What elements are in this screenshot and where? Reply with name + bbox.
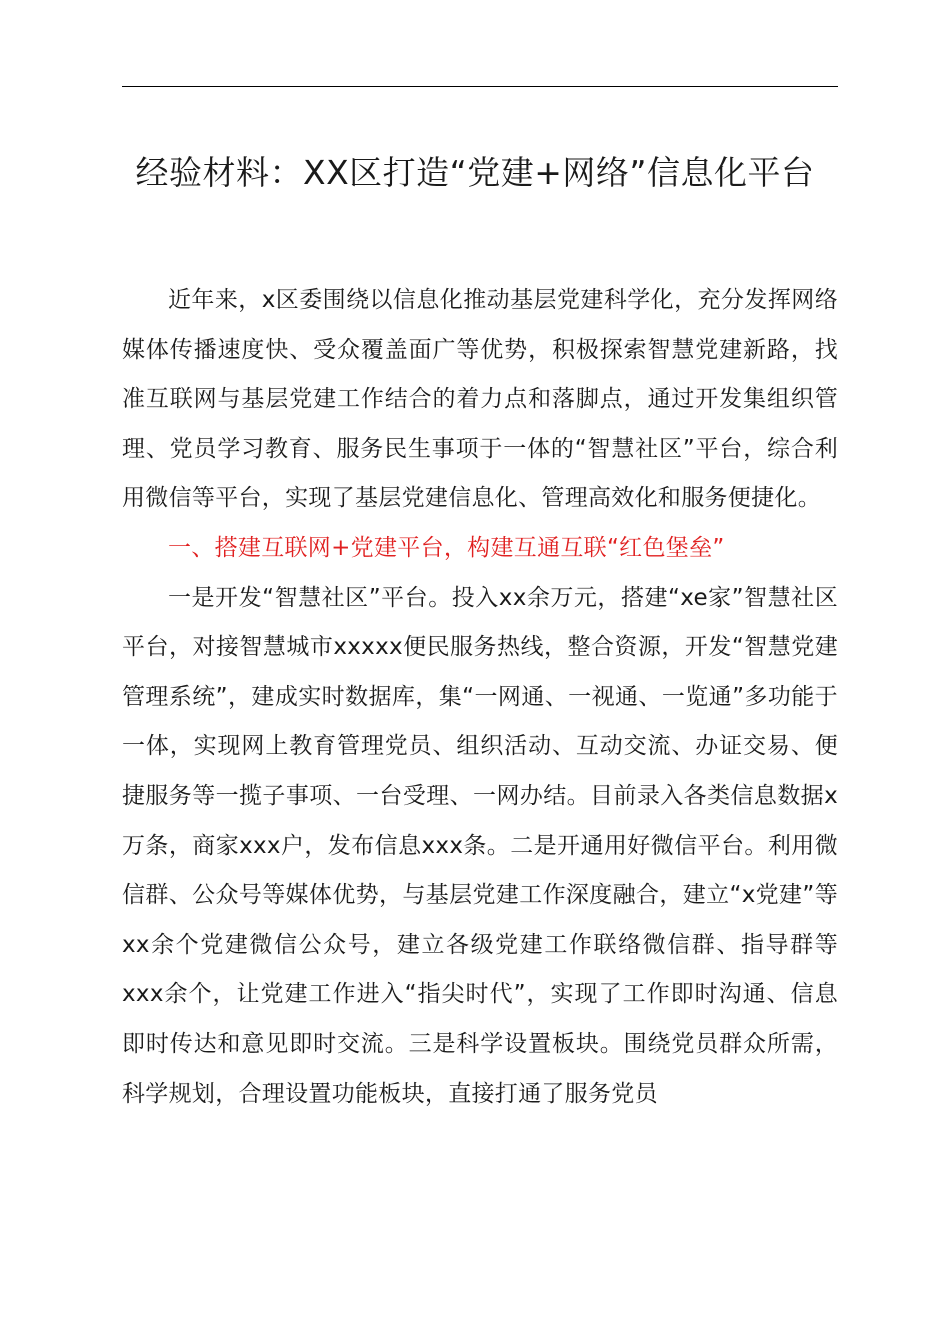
document-title: 经验材料：XX区打造“党建+网络”信息化平台 bbox=[135, 153, 815, 192]
section-heading: 一、搭建互联网+党建平台，构建互通互联“红色堡垒” bbox=[168, 534, 725, 561]
section-paragraph: 一是开发“智慧社区”平台。投入xx余万元，搭建“xe家”智慧社区平台，对接智慧城市xxxxx便民服务热线，整合资源，开发“智慧党建管理系统”，建成实时数据库，集“一网通、一视通、一览通”多功能于一体，实现网上教育管理党员、组织活动、互动交流、办证交易、便捷服务等一揽子事项、一台受理、一网办结。目前录入各类信息数据x万条，商家xxx户，发布信息xxx条。二是开通用好微信平台。利用微信群、公众号等媒体优势，与基层党建工作深度融合，建立“x党建”等xx余个党建微信公众号，建立各级党建工作联络微信群、指导群等xxx余个，让党建工作进入“指尖时代”，实现了工作即时沟通、信息即时传达和意见即时交流。三是科学设置板块。围绕党员群众所需，科学规划，合理设置功能板块，直接打通了服务党员 bbox=[122, 584, 838, 1107]
header-rule bbox=[122, 86, 838, 87]
intro-paragraph: 近年来，x区委围绕以信息化推动基层党建科学化，充分发挥网络媒体传播速度快、受众覆盖面广等优势，积极探索智慧党建新路，找准互联网与基层党建工作结合的着力点和落脚点，通过开发集组织管理、党员学习教育、服务民生事项于一体的“智慧社区”平台，综合利用微信等平台，实现了基层党建信息化、管理高效化和服务便捷化。 bbox=[122, 287, 838, 512]
document-body bbox=[122, 276, 838, 1119]
